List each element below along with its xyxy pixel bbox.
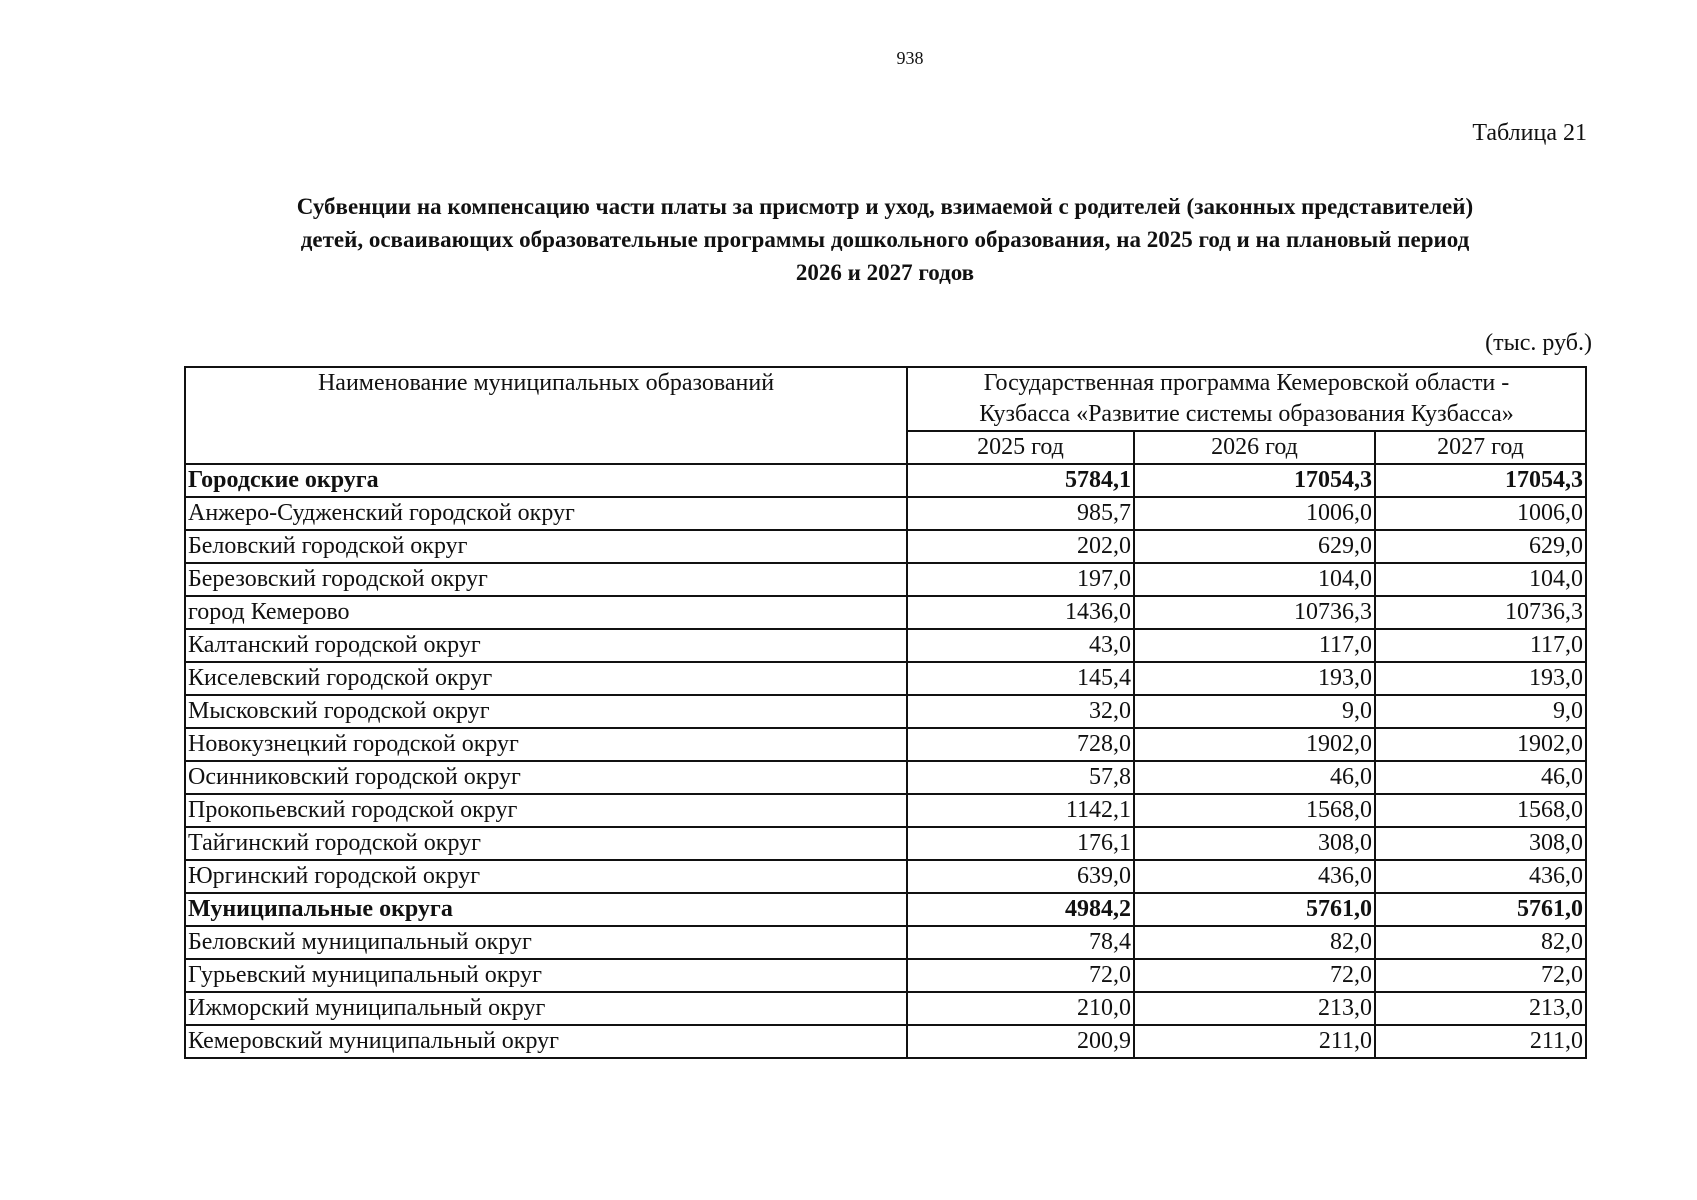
value-2027-cell: 213,0 — [1375, 992, 1586, 1025]
value-2025-cell: 43,0 — [907, 629, 1134, 662]
value-2026-cell: 193,0 — [1134, 662, 1375, 695]
table-row — [185, 563, 1586, 596]
value-2026-cell: 104,0 — [1134, 563, 1375, 596]
value-2026-cell: 436,0 — [1134, 860, 1375, 893]
value-2026-cell: 213,0 — [1134, 992, 1375, 1025]
value-2027-cell: 193,0 — [1375, 662, 1586, 695]
municipality-name-cell: Муниципальные округа — [185, 893, 907, 926]
table-row — [185, 761, 1586, 794]
value-2025-cell: 197,0 — [907, 563, 1134, 596]
value-2025-cell: 728,0 — [907, 728, 1134, 761]
table-row — [185, 497, 1586, 530]
table-subtotal-row — [185, 893, 1586, 926]
value-2025-cell: 176,1 — [907, 827, 1134, 860]
value-2027-cell: 17054,3 — [1375, 464, 1586, 497]
municipality-name-cell: Кемеровский муниципальный округ — [185, 1025, 907, 1058]
value-2026-cell: 117,0 — [1134, 629, 1375, 662]
table-row — [185, 926, 1586, 959]
value-2027-cell: 1006,0 — [1375, 497, 1586, 530]
page-number: 938 — [896, 48, 924, 68]
value-2026-cell: 46,0 — [1134, 761, 1375, 794]
value-2026-cell: 72,0 — [1134, 959, 1375, 992]
value-2027-cell: 104,0 — [1375, 563, 1586, 596]
value-2027-cell: 82,0 — [1375, 926, 1586, 959]
value-2027-cell: 436,0 — [1375, 860, 1586, 893]
value-2026-cell: 10736,3 — [1134, 596, 1375, 629]
value-2026-cell: 1568,0 — [1134, 794, 1375, 827]
value-2026-cell: 629,0 — [1134, 530, 1375, 563]
table-row — [185, 728, 1586, 761]
table-row — [185, 794, 1586, 827]
municipality-name-cell: Новокузнецкий городской округ — [185, 728, 907, 761]
municipality-name-cell: Гурьевский муниципальный округ — [185, 959, 907, 992]
value-2027-cell: 10736,3 — [1375, 596, 1586, 629]
value-2026-cell: 1006,0 — [1134, 497, 1375, 530]
value-2027-cell: 5761,0 — [1375, 893, 1586, 926]
table-row — [185, 596, 1586, 629]
value-2025-cell: 32,0 — [907, 695, 1134, 728]
program-header-line-2: Кузбасса «Развитие системы образования Кузбасса» — [979, 401, 1514, 427]
value-2025-cell: 72,0 — [907, 959, 1134, 992]
value-2026-cell: 9,0 — [1134, 695, 1375, 728]
table-row — [185, 959, 1586, 992]
value-2027-cell: 9,0 — [1375, 695, 1586, 728]
table-subtotal-row — [185, 464, 1586, 497]
table-number: Таблица 21 — [1472, 120, 1587, 146]
municipality-name-cell: Киселевский городской округ — [185, 662, 907, 695]
value-2027-cell: 211,0 — [1375, 1025, 1586, 1058]
table-row — [185, 695, 1586, 728]
municipality-name-cell: Ижморский муниципальный округ — [185, 992, 907, 1025]
value-2025-cell: 210,0 — [907, 992, 1134, 1025]
value-2027-cell: 629,0 — [1375, 530, 1586, 563]
value-2025-cell: 145,4 — [907, 662, 1134, 695]
table-row — [185, 860, 1586, 893]
units-label: (тыс. руб.) — [1485, 330, 1592, 356]
subsidies-table — [184, 366, 1587, 1059]
municipality-name-cell: Калтанский городской округ — [185, 629, 907, 662]
table-row — [185, 827, 1586, 860]
program-header-line-1: Государственная программа Кемеровской области - — [983, 370, 1510, 396]
value-2025-cell: 78,4 — [907, 926, 1134, 959]
table-row — [185, 992, 1586, 1025]
municipality-name-cell: Юргинский городской округ — [185, 860, 907, 893]
value-2027-cell: 1568,0 — [1375, 794, 1586, 827]
value-2025-cell: 5784,1 — [907, 464, 1134, 497]
municipality-name-cell: Городские округа — [185, 464, 907, 497]
value-2027-cell: 1902,0 — [1375, 728, 1586, 761]
document-title — [190, 190, 1580, 289]
value-2025-cell: 4984,2 — [907, 893, 1134, 926]
value-2027-cell: 117,0 — [1375, 629, 1586, 662]
table-row — [185, 662, 1586, 695]
value-2026-cell: 82,0 — [1134, 926, 1375, 959]
municipality-name-cell: город Кемерово — [185, 596, 907, 629]
value-2026-cell: 211,0 — [1134, 1025, 1375, 1058]
value-2025-cell: 1142,1 — [907, 794, 1134, 827]
municipality-name-cell: Тайгинский городской округ — [185, 827, 907, 860]
municipality-name-cell: Беловский муниципальный округ — [185, 926, 907, 959]
year-2026-header: 2026 год — [1134, 431, 1375, 464]
value-2025-cell: 202,0 — [907, 530, 1134, 563]
value-2025-cell: 985,7 — [907, 497, 1134, 530]
value-2025-cell: 200,9 — [907, 1025, 1134, 1058]
value-2027-cell: 46,0 — [1375, 761, 1586, 794]
value-2026-cell: 5761,0 — [1134, 893, 1375, 926]
table-body — [185, 464, 1586, 1058]
value-2027-cell: 308,0 — [1375, 827, 1586, 860]
value-2027-cell: 72,0 — [1375, 959, 1586, 992]
table-row — [185, 1025, 1586, 1058]
title-line-2: детей, осваивающих образовательные программы дошкольного образования, на 2025 год и на плановый период — [300, 227, 1470, 252]
year-2027-header: 2027 год — [1375, 431, 1586, 464]
municipality-name-cell: Осинниковский городской округ — [185, 761, 907, 794]
municipality-name-cell: Мысковский городской округ — [185, 695, 907, 728]
year-2025-header: 2025 год — [907, 431, 1134, 464]
municipality-name-cell: Беловский городской округ — [185, 530, 907, 563]
table-row — [185, 530, 1586, 563]
value-2026-cell: 308,0 — [1134, 827, 1375, 860]
municipality-name-cell: Анжеро-Судженский городской округ — [185, 497, 907, 530]
value-2026-cell: 1902,0 — [1134, 728, 1375, 761]
table-row — [185, 629, 1586, 662]
value-2025-cell: 1436,0 — [907, 596, 1134, 629]
municipality-name-cell: Прокопьевский городской округ — [185, 794, 907, 827]
value-2025-cell: 639,0 — [907, 860, 1134, 893]
municipality-name-cell: Березовский городской округ — [185, 563, 907, 596]
title-line-3: 2026 и 2027 годов — [795, 260, 975, 285]
program-column-header — [907, 367, 1586, 431]
value-2026-cell: 17054,3 — [1134, 464, 1375, 497]
municipality-column-header: Наименование муниципальных образований — [185, 367, 907, 464]
title-line-1: Субвенции на компенсацию части платы за присмотр и уход, взимаемой с родителей (законных представителей) — [296, 194, 1474, 219]
value-2025-cell: 57,8 — [907, 761, 1134, 794]
